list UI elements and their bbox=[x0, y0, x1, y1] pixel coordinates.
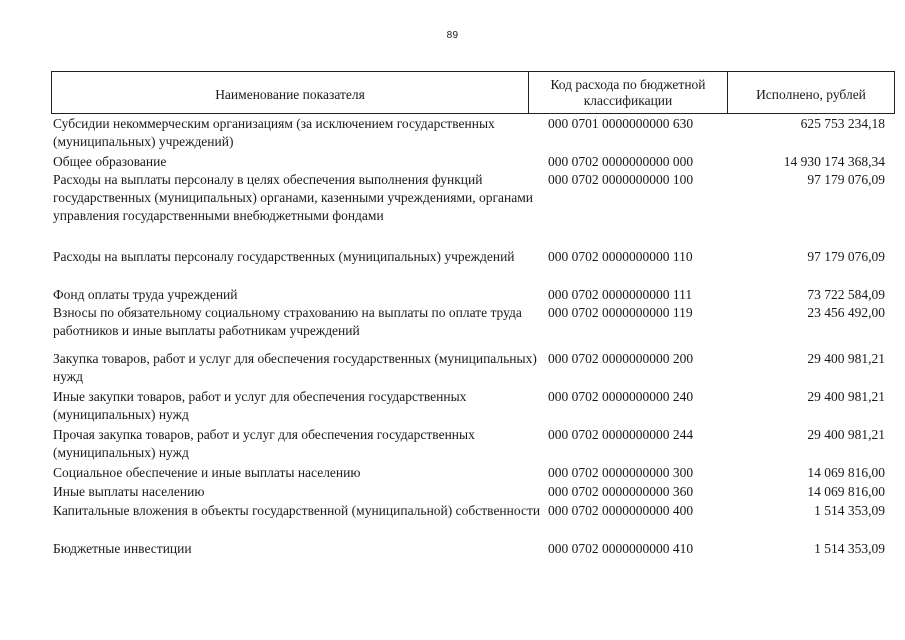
row-name: Бюджетные инвестиции bbox=[53, 541, 192, 556]
row-amount: 29 400 981,21 bbox=[807, 351, 885, 366]
row-amount: 14 930 174 368,34 bbox=[783, 154, 885, 169]
row-name: Расходы на выплаты персоналу государственных (муниципальных) учреждений bbox=[53, 249, 515, 264]
row-name: Расходы на выплаты персоналу в целях обеспечения выполнения функций государственных (муниципальных) органами, казенными учреждениями, органами управления государственными внебюджетными фондами bbox=[53, 172, 534, 224]
table-row bbox=[51, 464, 895, 483]
page-number: 89 bbox=[446, 30, 459, 41]
row-code: 000 0702 0000000000 000 bbox=[548, 154, 694, 169]
row-code: 000 0702 0000000000 110 bbox=[548, 249, 693, 264]
row-amount: 97 179 076,09 bbox=[807, 172, 885, 187]
row-code: 000 0702 0000000000 300 bbox=[548, 465, 694, 480]
column-header-name: Наименование показателя bbox=[52, 72, 529, 113]
table-row bbox=[51, 483, 895, 502]
row-code: 000 0701 0000000000 630 bbox=[548, 116, 694, 131]
row-code: 000 0702 0000000000 240 bbox=[548, 389, 694, 404]
row-amount: 14 069 816,00 bbox=[807, 484, 885, 499]
row-amount: 625 753 234,18 bbox=[800, 116, 885, 131]
row-code: 000 0702 0000000000 200 bbox=[548, 351, 694, 366]
row-name: Капитальные вложения в объекты государственной (муниципальной) собственности bbox=[53, 503, 541, 518]
row-code: 000 0702 0000000000 119 bbox=[548, 305, 693, 320]
column-header-amount: Исполнено, рублей bbox=[756, 86, 866, 102]
row-code: 000 0702 0000000000 410 bbox=[548, 541, 694, 556]
table-row bbox=[51, 248, 895, 286]
row-name: Общее образование bbox=[53, 154, 167, 169]
row-name: Субсидии некоммерческим организациям (за исключением государственных (муниципальных) учреждений) bbox=[53, 116, 495, 150]
table-row bbox=[51, 286, 895, 304]
table-row bbox=[51, 350, 895, 388]
row-code: 000 0702 0000000000 111 bbox=[548, 287, 693, 302]
row-amount: 23 456 492,00 bbox=[807, 305, 885, 320]
row-code: 000 0702 0000000000 244 bbox=[548, 427, 694, 442]
row-amount: 29 400 981,21 bbox=[807, 427, 885, 442]
row-amount: 1 514 353,09 bbox=[814, 503, 885, 518]
row-name: Фонд оплаты труда учреждений bbox=[53, 287, 238, 302]
row-name: Прочая закупка товаров, работ и услуг для обеспечения государственных (муниципальных) нужд bbox=[53, 427, 475, 461]
table-row bbox=[51, 540, 895, 559]
row-name: Закупка товаров, работ и услуг для обеспечения государственных (муниципальных) нужд bbox=[53, 351, 537, 385]
column-header-code: Код расхода по бюджетной классификации bbox=[529, 72, 728, 113]
row-amount: 14 069 816,00 bbox=[807, 465, 885, 480]
table-row bbox=[51, 171, 895, 248]
table-row bbox=[51, 502, 895, 540]
row-name: Иные выплаты населению bbox=[53, 484, 205, 499]
row-name: Социальное обеспечение и иные выплаты населению bbox=[53, 465, 361, 480]
row-name: Взносы по обязательному социальному страхованию на выплаты по оплате труда работников и иные выплаты работникам учреждений bbox=[53, 305, 522, 339]
table-body bbox=[51, 115, 895, 559]
row-code: 000 0702 0000000000 100 bbox=[548, 172, 694, 187]
row-name: Иные закупки товаров, работ и услуг для обеспечения государственных (муниципальных) нужд bbox=[53, 389, 467, 423]
table-row bbox=[51, 426, 895, 464]
row-amount: 97 179 076,09 bbox=[807, 249, 885, 264]
row-code: 000 0702 0000000000 400 bbox=[548, 503, 694, 518]
table-header bbox=[51, 71, 895, 114]
table-row bbox=[51, 304, 895, 350]
table-row bbox=[51, 115, 895, 153]
row-amount: 73 722 584,09 bbox=[807, 287, 885, 302]
table-row bbox=[51, 388, 895, 426]
row-code: 000 0702 0000000000 360 bbox=[548, 484, 694, 499]
table-row bbox=[51, 153, 895, 171]
row-amount: 29 400 981,21 bbox=[807, 389, 885, 404]
row-amount: 1 514 353,09 bbox=[814, 541, 885, 556]
